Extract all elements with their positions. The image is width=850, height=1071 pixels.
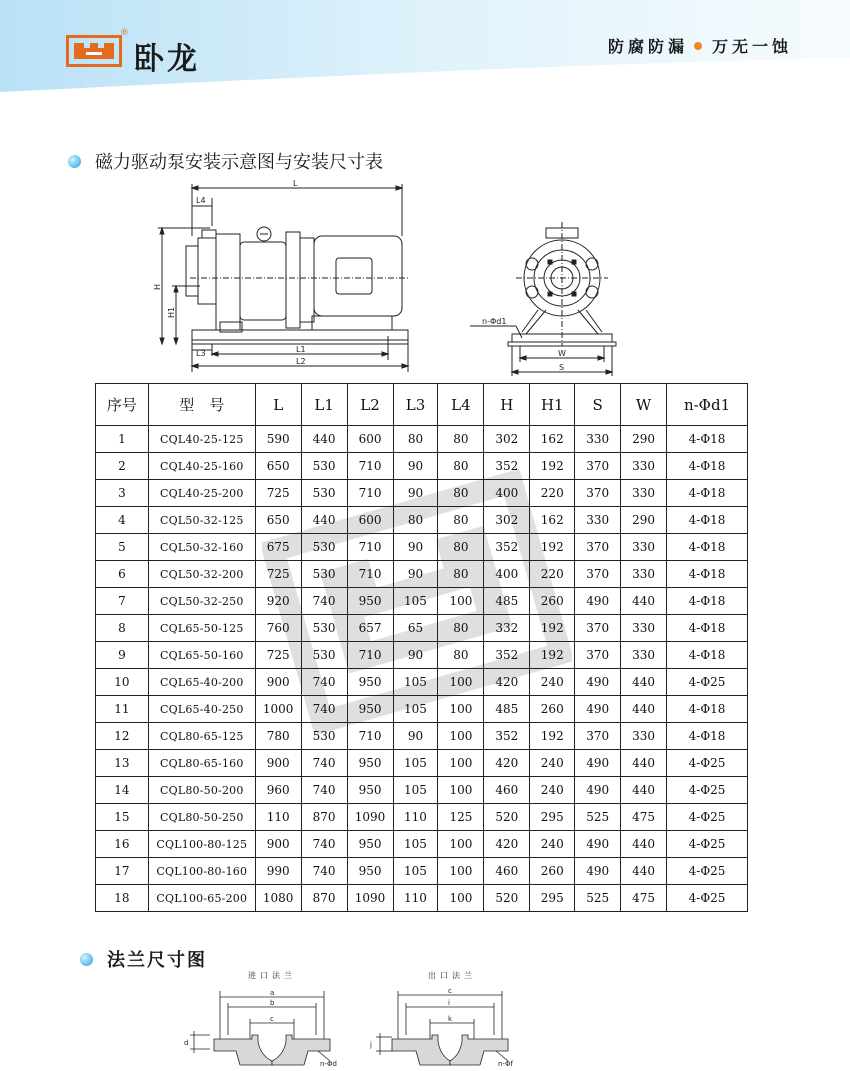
table-cell: 192 — [530, 534, 575, 561]
table-cell: 650 — [255, 453, 301, 480]
table-cell: 4-Φ18 — [667, 480, 748, 507]
dim-label-W: W — [558, 349, 566, 358]
table-cell: 110 — [255, 804, 301, 831]
table-cell: 80 — [393, 507, 438, 534]
table-cell: 330 — [621, 453, 667, 480]
outlet-flange-drawing — [369, 987, 513, 1068]
table-cell: 162 — [530, 426, 575, 453]
table-cell: 4-Φ25 — [667, 831, 748, 858]
table-cell: 18 — [96, 885, 149, 912]
table-row — [96, 858, 748, 885]
table-cell: 370 — [575, 453, 621, 480]
flange-drawings — [180, 965, 720, 1071]
table-cell: 100 — [438, 696, 484, 723]
table-cell: 105 — [393, 858, 438, 885]
table-cell: 420 — [484, 669, 530, 696]
table-cell: 725 — [255, 480, 301, 507]
column-header: L3 — [393, 384, 438, 426]
table-cell: 4-Φ18 — [667, 642, 748, 669]
table-cell: 17 — [96, 858, 149, 885]
table-cell: 16 — [96, 831, 149, 858]
table-cell: 80 — [438, 642, 484, 669]
table-cell: 4-Φ25 — [667, 858, 748, 885]
table-cell: 220 — [530, 480, 575, 507]
table-row — [96, 453, 748, 480]
table-cell: 960 — [255, 777, 301, 804]
column-header: L4 — [438, 384, 484, 426]
table-cell: 1000 — [255, 696, 301, 723]
table-cell: 192 — [530, 453, 575, 480]
table-cell: 260 — [530, 696, 575, 723]
table-cell: 440 — [621, 696, 667, 723]
inlet-dim-c: c — [270, 1015, 274, 1023]
table-cell: 370 — [575, 642, 621, 669]
table-cell: 530 — [301, 534, 347, 561]
table-cell: 110 — [393, 804, 438, 831]
table-cell: 440 — [621, 588, 667, 615]
table-cell: 370 — [575, 534, 621, 561]
model-cell: CQL40-25-125 — [148, 426, 255, 453]
table-cell: 710 — [347, 453, 393, 480]
table-cell: 525 — [575, 885, 621, 912]
table-cell: 1090 — [347, 885, 393, 912]
table-cell: 370 — [575, 480, 621, 507]
table-cell: 490 — [575, 777, 621, 804]
table-cell: 600 — [347, 507, 393, 534]
table-cell: 80 — [438, 534, 484, 561]
table-cell: 13 — [96, 750, 149, 777]
table-cell: 740 — [301, 696, 347, 723]
dim-label-L1: L1 — [296, 345, 306, 354]
table-cell: 7 — [96, 588, 149, 615]
table-header-row — [96, 384, 748, 426]
table-cell: 90 — [393, 561, 438, 588]
table-cell: 240 — [530, 669, 575, 696]
table-cell: 4-Φ18 — [667, 426, 748, 453]
table-row — [96, 723, 748, 750]
table-cell: 15 — [96, 804, 149, 831]
table-row — [96, 669, 748, 696]
model-cell: CQL100-80-160 — [148, 858, 255, 885]
table-cell: 352 — [484, 723, 530, 750]
dim-label-H: H — [153, 283, 162, 290]
inlet-dim-b: b — [270, 999, 275, 1007]
table-cell: 590 — [255, 426, 301, 453]
table-cell: 525 — [575, 804, 621, 831]
table-cell: 475 — [621, 804, 667, 831]
table-cell: 520 — [484, 885, 530, 912]
bullet-icon — [68, 155, 81, 168]
table-cell: 440 — [621, 777, 667, 804]
page-header — [0, 0, 850, 118]
table-cell: 105 — [393, 831, 438, 858]
table-cell: 332 — [484, 615, 530, 642]
table-cell: 220 — [530, 561, 575, 588]
dim-label-S: S — [559, 363, 565, 372]
inlet-flange-drawing — [184, 989, 337, 1068]
table-cell: 4-Φ18 — [667, 561, 748, 588]
installation-drawing — [150, 176, 650, 378]
table-cell: 4-Φ18 — [667, 723, 748, 750]
table-cell: 80 — [438, 453, 484, 480]
table-cell: 530 — [301, 615, 347, 642]
table-cell: 370 — [575, 615, 621, 642]
table-cell: 900 — [255, 750, 301, 777]
table-cell: 870 — [301, 804, 347, 831]
table-cell: 440 — [621, 831, 667, 858]
table-cell: 192 — [530, 723, 575, 750]
table-cell: 330 — [575, 426, 621, 453]
table-cell: 100 — [438, 588, 484, 615]
dim-label-H1: H1 — [167, 306, 176, 318]
brand-logo-icon — [66, 35, 122, 67]
inlet-dim-a: a — [270, 989, 275, 997]
table-cell: 100 — [438, 669, 484, 696]
table-cell: 330 — [621, 561, 667, 588]
table-cell: 950 — [347, 669, 393, 696]
table-cell: 950 — [347, 831, 393, 858]
column-header: 序号 — [96, 384, 149, 426]
table-cell: 900 — [255, 831, 301, 858]
table-cell: 330 — [621, 534, 667, 561]
column-header: S — [575, 384, 621, 426]
table-cell: 8 — [96, 615, 149, 642]
table-cell: 475 — [621, 885, 667, 912]
table-cell: 530 — [301, 642, 347, 669]
table-cell: 710 — [347, 723, 393, 750]
table-cell: 530 — [301, 480, 347, 507]
table-cell: 530 — [301, 561, 347, 588]
table-cell: 2 — [96, 453, 149, 480]
table-cell: 4-Φ18 — [667, 615, 748, 642]
table-body — [96, 426, 748, 912]
table-cell: 4-Φ25 — [667, 804, 748, 831]
table-cell: 100 — [438, 858, 484, 885]
outlet-dim-c: k — [448, 1015, 453, 1023]
table-cell: 460 — [484, 777, 530, 804]
table-cell: 330 — [621, 642, 667, 669]
table-cell: 4-Φ25 — [667, 885, 748, 912]
table-row — [96, 561, 748, 588]
table-cell: 760 — [255, 615, 301, 642]
table-cell: 65 — [393, 615, 438, 642]
table-cell: 710 — [347, 561, 393, 588]
table-cell: 4-Φ18 — [667, 507, 748, 534]
table-cell: 302 — [484, 507, 530, 534]
bullet-icon — [80, 953, 93, 966]
table-cell: 352 — [484, 642, 530, 669]
table-cell: 80 — [438, 507, 484, 534]
table-cell: 600 — [347, 426, 393, 453]
table-cell: 990 — [255, 858, 301, 885]
table-cell: 440 — [621, 669, 667, 696]
section-title-install-text: 磁力驱动泵安装示意图与安装尺寸表 — [95, 152, 383, 173]
table-cell: 725 — [255, 561, 301, 588]
table-cell: 352 — [484, 534, 530, 561]
table-cell: 490 — [575, 750, 621, 777]
table-cell: 725 — [255, 642, 301, 669]
inlet-flange-label: 进口法兰 — [248, 971, 296, 980]
slogan-dot-icon — [694, 42, 702, 50]
column-header: L — [255, 384, 301, 426]
table-row — [96, 615, 748, 642]
column-header: L2 — [347, 384, 393, 426]
model-cell: CQL80-50-200 — [148, 777, 255, 804]
brand-name: 卧龙 — [134, 42, 200, 77]
table-cell: 490 — [575, 696, 621, 723]
table-cell: 90 — [393, 534, 438, 561]
table-cell: 80 — [438, 480, 484, 507]
table-cell: 490 — [575, 669, 621, 696]
table-cell: 192 — [530, 615, 575, 642]
table-row — [96, 642, 748, 669]
table-cell: 1080 — [255, 885, 301, 912]
table-cell: 105 — [393, 588, 438, 615]
table-cell: 105 — [393, 777, 438, 804]
outlet-dim-b: i — [448, 999, 450, 1007]
table-cell: 4-Φ25 — [667, 750, 748, 777]
table-cell: 295 — [530, 804, 575, 831]
table-cell: 162 — [530, 507, 575, 534]
table-cell: 950 — [347, 696, 393, 723]
table-cell: 740 — [301, 750, 347, 777]
table-cell: 330 — [575, 507, 621, 534]
table-cell: 295 — [530, 885, 575, 912]
table-cell: 4-Φ25 — [667, 777, 748, 804]
table-row — [96, 426, 748, 453]
dim-label-L4: L4 — [196, 196, 206, 205]
table-cell: 4-Φ25 — [667, 669, 748, 696]
table-cell: 100 — [438, 831, 484, 858]
inlet-dim-d: d — [184, 1039, 189, 1047]
table-cell: 80 — [438, 561, 484, 588]
table-cell: 950 — [347, 777, 393, 804]
dim-label-L: L — [293, 179, 298, 188]
table-cell: 520 — [484, 804, 530, 831]
model-cell: CQL50-32-200 — [148, 561, 255, 588]
table-cell: 192 — [530, 642, 575, 669]
table-cell: 240 — [530, 750, 575, 777]
table-row — [96, 480, 748, 507]
table-row — [96, 696, 748, 723]
table-cell: 710 — [347, 480, 393, 507]
table-cell: 657 — [347, 615, 393, 642]
outlet-dim-a: c — [448, 987, 452, 995]
table-cell: 4 — [96, 507, 149, 534]
table-row — [96, 588, 748, 615]
table-cell: 920 — [255, 588, 301, 615]
slogan-left: 防腐防漏 — [607, 37, 688, 56]
table-cell: 740 — [301, 858, 347, 885]
inlet-nphi: n-Φd — [320, 1060, 337, 1068]
table-row — [96, 534, 748, 561]
table-cell: 4-Φ18 — [667, 696, 748, 723]
table-cell: 90 — [393, 723, 438, 750]
column-header: 型 号 — [148, 384, 255, 426]
table-cell: 1090 — [347, 804, 393, 831]
table-cell: 105 — [393, 669, 438, 696]
table-cell: 675 — [255, 534, 301, 561]
table-cell: 80 — [393, 426, 438, 453]
slogan — [608, 34, 792, 57]
table-cell: 90 — [393, 480, 438, 507]
table-cell: 440 — [301, 507, 347, 534]
model-cell: CQL65-40-200 — [148, 669, 255, 696]
table-cell: 6 — [96, 561, 149, 588]
table-cell: 14 — [96, 777, 149, 804]
model-cell: CQL50-32-125 — [148, 507, 255, 534]
table-cell: 400 — [484, 561, 530, 588]
model-cell: CQL65-50-160 — [148, 642, 255, 669]
model-cell: CQL100-80-125 — [148, 831, 255, 858]
table-row — [96, 507, 748, 534]
table-cell: 490 — [575, 831, 621, 858]
table-cell: 302 — [484, 426, 530, 453]
table-cell: 260 — [530, 588, 575, 615]
table-cell: 4-Φ18 — [667, 453, 748, 480]
table-cell: 870 — [301, 885, 347, 912]
table-cell: 110 — [393, 885, 438, 912]
table-cell: 740 — [301, 777, 347, 804]
table-cell: 740 — [301, 831, 347, 858]
table-cell: 90 — [393, 642, 438, 669]
outlet-flange-label: 出口法兰 — [428, 971, 476, 980]
table-cell: 330 — [621, 723, 667, 750]
table-cell: 530 — [301, 453, 347, 480]
table-cell: 290 — [621, 426, 667, 453]
outlet-nphi: n-Φf — [498, 1060, 513, 1068]
table-cell: 400 — [484, 480, 530, 507]
table-cell: 950 — [347, 750, 393, 777]
table-row — [96, 777, 748, 804]
model-cell: CQL50-32-160 — [148, 534, 255, 561]
table-cell: 330 — [621, 615, 667, 642]
column-header: W — [621, 384, 667, 426]
table-cell: 440 — [301, 426, 347, 453]
dim-label-nphi: n-Φd1 — [482, 317, 507, 326]
table-cell: 240 — [530, 831, 575, 858]
registered-mark: ® — [120, 28, 129, 38]
table-cell: 420 — [484, 750, 530, 777]
table-cell: 100 — [438, 750, 484, 777]
table-cell: 100 — [438, 777, 484, 804]
model-cell: CQL65-50-125 — [148, 615, 255, 642]
header-band — [0, 0, 850, 118]
table-row — [96, 885, 748, 912]
table-cell: 100 — [438, 885, 484, 912]
table-cell: 460 — [484, 858, 530, 885]
table-cell: 440 — [621, 858, 667, 885]
model-cell: CQL80-50-250 — [148, 804, 255, 831]
column-header: n-Φd1 — [667, 384, 748, 426]
table-cell: 240 — [530, 777, 575, 804]
table-cell: 4-Φ18 — [667, 588, 748, 615]
model-cell: CQL40-25-160 — [148, 453, 255, 480]
table-cell: 950 — [347, 858, 393, 885]
table-cell: 485 — [484, 696, 530, 723]
table-cell: 710 — [347, 642, 393, 669]
table-cell: 260 — [530, 858, 575, 885]
table-cell: 710 — [347, 534, 393, 561]
model-cell: CQL80-65-160 — [148, 750, 255, 777]
table-cell: 420 — [484, 831, 530, 858]
table-cell: 490 — [575, 588, 621, 615]
column-header: L1 — [301, 384, 347, 426]
table-cell: 950 — [347, 588, 393, 615]
model-cell: CQL65-40-250 — [148, 696, 255, 723]
table-cell: 740 — [301, 669, 347, 696]
table-cell: 440 — [621, 750, 667, 777]
table-cell: 290 — [621, 507, 667, 534]
table-cell: 900 — [255, 669, 301, 696]
table-cell: 352 — [484, 453, 530, 480]
model-cell: CQL100-65-200 — [148, 885, 255, 912]
column-header: H — [484, 384, 530, 426]
table-cell: 1 — [96, 426, 149, 453]
table-cell: 10 — [96, 669, 149, 696]
table-cell: 11 — [96, 696, 149, 723]
table-cell: 330 — [621, 480, 667, 507]
model-cell: CQL40-25-200 — [148, 480, 255, 507]
table-cell: 490 — [575, 858, 621, 885]
dim-label-L3: L3 — [196, 349, 206, 358]
table-cell: 4-Φ18 — [667, 534, 748, 561]
model-cell: CQL80-65-125 — [148, 723, 255, 750]
outlet-dim-d: j — [370, 1041, 372, 1049]
model-cell: CQL50-32-250 — [148, 588, 255, 615]
table-cell: 90 — [393, 453, 438, 480]
table-row — [96, 831, 748, 858]
table-cell: 12 — [96, 723, 149, 750]
table-cell: 650 — [255, 507, 301, 534]
table-cell: 780 — [255, 723, 301, 750]
table-cell: 3 — [96, 480, 149, 507]
slogan-right: 万无一蚀 — [711, 37, 792, 56]
table-row — [96, 750, 748, 777]
table-row — [96, 804, 748, 831]
table-cell: 9 — [96, 642, 149, 669]
table-cell: 740 — [301, 588, 347, 615]
table-cell: 80 — [438, 615, 484, 642]
dim-label-L2: L2 — [296, 357, 306, 366]
spec-table — [95, 383, 748, 912]
table-cell: 5 — [96, 534, 149, 561]
table-cell: 125 — [438, 804, 484, 831]
section-title-flange-text: 法兰尺寸图 — [107, 950, 207, 971]
table-cell: 105 — [393, 696, 438, 723]
table-cell: 370 — [575, 561, 621, 588]
table-cell: 370 — [575, 723, 621, 750]
table-cell: 80 — [438, 426, 484, 453]
table-cell: 105 — [393, 750, 438, 777]
column-header: H1 — [530, 384, 575, 426]
table-cell: 100 — [438, 723, 484, 750]
table-cell: 485 — [484, 588, 530, 615]
section-title-install — [68, 148, 383, 174]
table-cell: 530 — [301, 723, 347, 750]
